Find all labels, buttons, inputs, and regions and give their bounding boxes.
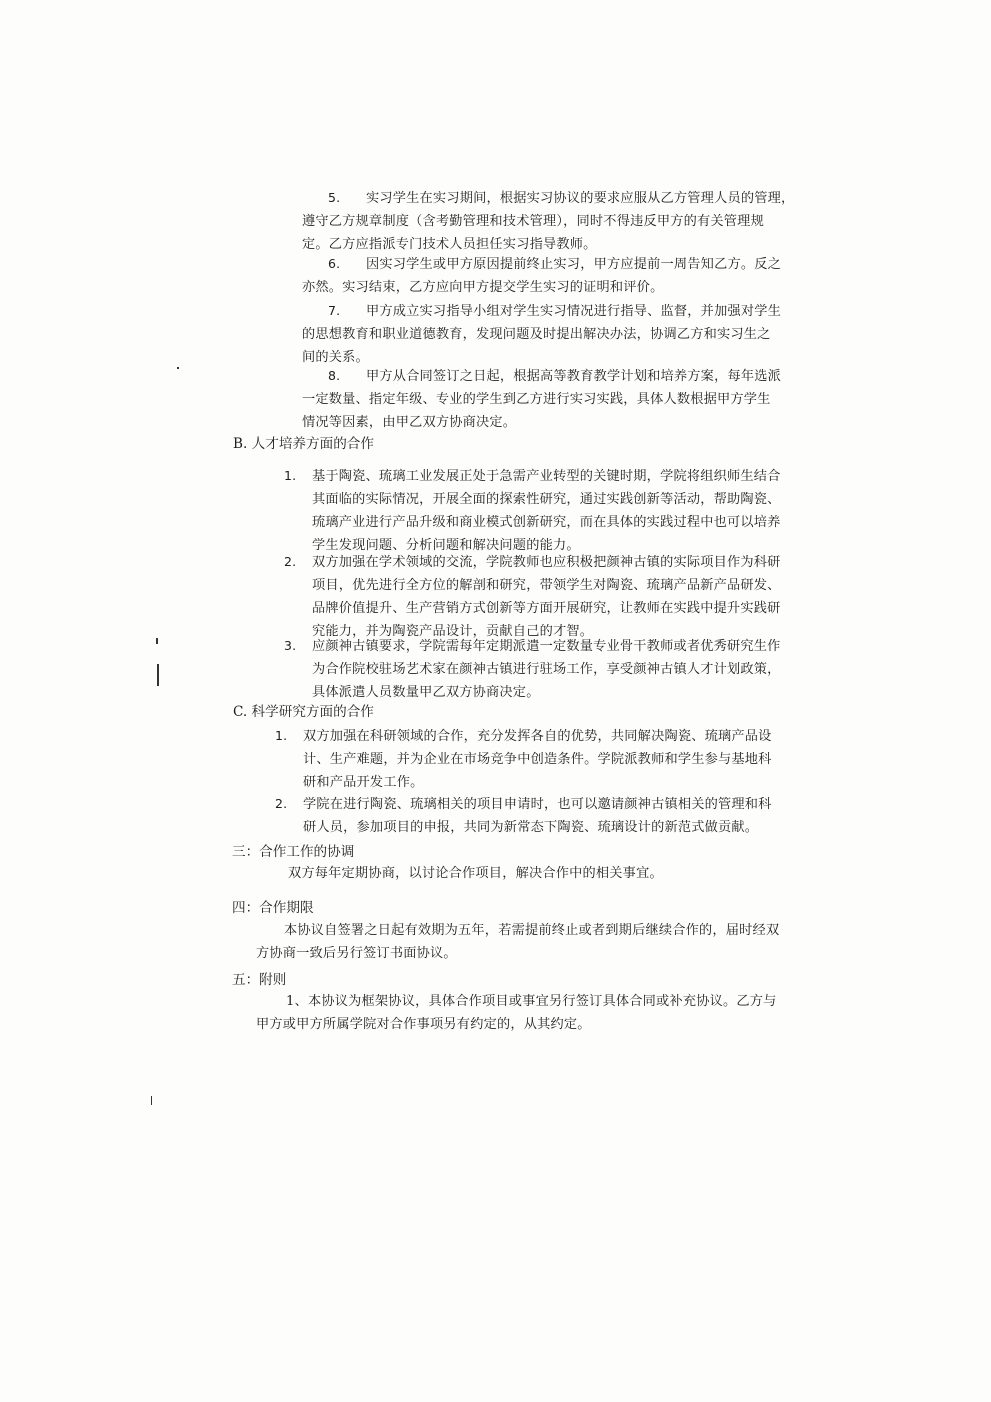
item-text: 间的关系。 [302, 350, 369, 365]
item-text: 的思想教育和职业道德教育，发现问题及时提出解决办法，协调乙方和实习生之 [302, 327, 771, 342]
paragraph-line: 双方每年定期协商，以讨论合作项目，解决合作中的相关事宜。 [288, 866, 663, 881]
item-a5 [302, 186, 794, 256]
item-c2 [275, 792, 772, 839]
scan-speck [156, 638, 158, 644]
item-text: 实习学生在实习期间，根据实习协议的要求应服从乙方管理人员的管理， [366, 191, 795, 206]
item-a8 [302, 364, 781, 434]
item-text: 具体派遣人员数量甲乙双方协商决定。 [312, 685, 540, 700]
item-text: 因实习学生或甲方原因提前终止实习，甲方应提前一周告知乙方。反之 [366, 257, 782, 272]
item-number: 1. [284, 468, 297, 483]
item-b3 [284, 634, 781, 704]
item-c1 [275, 724, 772, 794]
item-text: 学院在进行陶瓷、琉璃相关的项目申请时，也可以邀请颜神古镇相关的管理和科 [303, 797, 772, 812]
item-text: 究能力，并为陶瓷产品设计，贡献自己的才智。 [312, 624, 594, 639]
section-c-heading: C. 科学研究方面的合作 [233, 704, 374, 720]
item-text: 情况等因素，由甲乙双方协商决定。 [302, 415, 517, 430]
section-4-body [256, 919, 779, 965]
item-text: 研和产品开发工作。 [303, 775, 424, 790]
item-text: 一定数量、指定年级、专业的学生到乙方进行实习实践，具体人数根据甲方学生 [302, 392, 771, 407]
scan-speck [177, 367, 179, 369]
item-text: 计、生产难题，并为企业在市场竞争中创造条件。学院派教师和学生参与基地科 [303, 752, 772, 767]
paragraph-line: 甲方或甲方所属学院对合作事项另有约定的，从其约定。 [256, 1017, 591, 1032]
item-text: 琉璃产业进行产品升级和商业模式创新研究，而在具体的实践过程中也可以培养 [312, 515, 781, 530]
section-4-heading: 四：合作期限 [232, 900, 314, 916]
item-b1 [284, 464, 781, 557]
item-text: 基于陶瓷、琉璃工业发展正处于急需产业转型的关键时期，学院将组织师生结合 [312, 469, 781, 484]
item-text: 学生发现问题、分析问题和解决问题的能力。 [312, 538, 580, 553]
section-3-body [288, 862, 663, 885]
item-text: 品牌价值提升、生产营销方式创新等方面开展研究，让教师在实践中提升实践研 [312, 601, 781, 616]
item-number: 6. [328, 256, 341, 271]
item-number: 2. [284, 554, 297, 569]
section-3-heading: 三：合作工作的协调 [232, 844, 355, 860]
scan-speck [157, 664, 159, 686]
item-text: 定。乙方应指派专门技术人员担任实习指导教师。 [302, 237, 597, 252]
item-text: 甲方成立实习指导小组对学生实习情况进行指导、监督，并加强对学生 [366, 304, 782, 319]
section-5-body [256, 990, 777, 1036]
item-a7 [302, 299, 781, 369]
item-text: 为合作院校驻场艺术家在颜神古镇进行驻场工作，享受颜神古镇人才计划政策， [312, 662, 781, 677]
paragraph-line: 方协商一致后另行签订书面协议。 [256, 946, 457, 961]
item-text: 应颜神古镇要求，学院需每年定期派遣一定数量专业骨干教师或者优秀研究生作 [312, 639, 781, 654]
item-text: 双方加强在学术领域的交流，学院教师也应积极把颜神古镇的实际项目作为科研 [312, 555, 781, 570]
item-text: 研人员，参加项目的申报，共同为新常态下陶瓷、琉璃设计的新范式做贡献。 [303, 820, 759, 835]
paragraph-line: 本协议自签署之日起有效期为五年，若需提前终止或者到期后继续合作的，届时经双 [284, 923, 780, 938]
item-number: 2. [275, 796, 288, 811]
item-number: 5. [328, 190, 341, 205]
section-5-heading: 五：附则 [232, 972, 287, 988]
item-b2 [284, 550, 781, 643]
section-b-heading: B. 人才培养方面的合作 [233, 436, 374, 452]
item-number: 3. [284, 638, 297, 653]
paragraph-line: 1、本协议为框架协议，具体合作项目或事宜另行签订具体合同或补充协议。乙方与 [286, 994, 777, 1009]
item-number: 7. [328, 303, 341, 318]
item-number: 8. [328, 368, 341, 383]
item-text: 甲方从合同签订之日起，根据高等教育教学计划和培养方案，每年选派 [366, 369, 782, 384]
item-text: 亦然。实习结束，乙方应向甲方提交学生实习的证明和评价。 [302, 280, 664, 295]
item-text: 项目，优先进行全方位的解剖和研究，带领学生对陶瓷、琉璃产品新产品研发、 [312, 578, 781, 593]
item-number: 1. [275, 728, 288, 743]
item-text: 遵守乙方规章制度（含考勤管理和技术管理），同时不得违反甲方的有关管理规 [302, 214, 764, 229]
scan-speck [151, 1096, 152, 1105]
item-a6 [302, 252, 781, 299]
item-text: 其面临的实际情况，开展全面的探索性研究，通过实践创新等活动，帮助陶瓷、 [312, 492, 781, 507]
item-text: 双方加强在科研领域的合作，充分发挥各自的优势，共同解决陶瓷、琉璃产品设 [303, 729, 772, 744]
